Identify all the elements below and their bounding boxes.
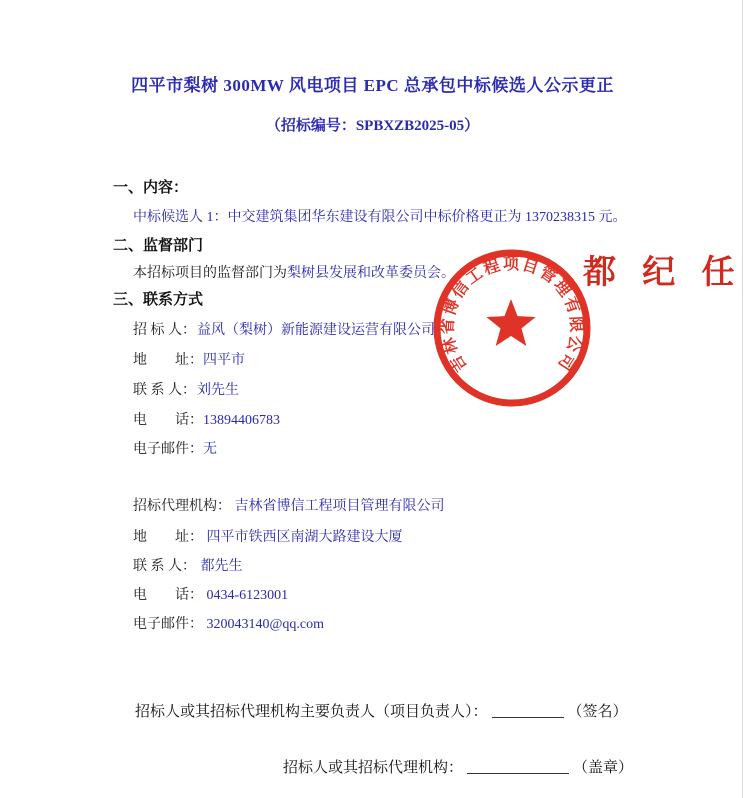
tenderer-label: 招 标 人： (133, 323, 196, 338)
company-seal (427, 243, 597, 413)
signature-line1-suffix: （签名） (567, 704, 628, 720)
tenderer-name: 益风（梨树）新能源建设运营有限公司 (197, 323, 435, 338)
signature-line-responsible (135, 700, 628, 721)
signature-line1-label: 招标人或其招标代理机构主要负责人（项目负责人）： (135, 704, 488, 720)
section-heading-content: 一、内容： (113, 180, 189, 196)
tenderer-phone: 13894406783 (203, 413, 280, 428)
signature-line-agency (283, 756, 633, 777)
winning-candidate-line: 中标候选人 1：中交建筑集团华东建设有限公司中标价格更正为 1370238315 元。 (133, 210, 627, 225)
agency-row (133, 495, 445, 515)
handwritten-signer-name: 都 纪 任 (583, 255, 744, 291)
agency-label: 招标代理机构： (133, 499, 231, 514)
agency-name: 吉林省博信工程项目管理有限公司 (234, 499, 445, 514)
contact-person-label: 联 系 人： (133, 559, 196, 574)
supervision-line (133, 262, 455, 282)
agency-row (133, 613, 324, 633)
phone-label: 电 话： (133, 413, 203, 428)
agency-phone: 0434-6123001 (206, 588, 289, 603)
tenderer-row (133, 409, 280, 429)
signature-line2-label: 招标人或其招标代理机构： (283, 760, 464, 776)
tenderer-row (133, 319, 435, 339)
tender-number: （招标编号：SPBXZB2025-05） (265, 118, 480, 134)
email-label: 电子邮件： (133, 617, 203, 632)
seal-graphic (427, 243, 597, 413)
tenderer-row (133, 379, 239, 399)
supervision-department: 梨树县发展和改革委员会。 (287, 266, 455, 281)
tenderer-row (133, 349, 245, 369)
section-heading-supervision: 二、监督部门 (113, 238, 204, 254)
section-heading-contact: 三、联系方式 (113, 292, 204, 308)
signature-blank (492, 703, 564, 718)
seal-blank (467, 759, 569, 774)
email-label: 电子邮件： (133, 442, 203, 457)
tenderer-email: 无 (203, 442, 217, 457)
document-title: 四平市梨树 300MW 风电项目 EPC 总承包中标候选人公示更正 (131, 76, 614, 95)
seal-star-icon (486, 299, 535, 346)
contact-person-label: 联 系 人： (133, 383, 196, 398)
address-label: 地 址： (133, 530, 203, 545)
agency-row (133, 526, 403, 546)
seal-company-text: 吉林省博信工程项目管理有限公司 (439, 255, 585, 375)
phone-label: 电 话： (133, 588, 203, 603)
tenderer-contact-person: 刘先生 (197, 383, 239, 398)
signature-line2-suffix: （盖章） (573, 760, 634, 776)
agency-row (133, 555, 243, 575)
supervision-prefix: 本招标项目的监督部门为 (133, 266, 287, 281)
agency-row (133, 584, 288, 604)
agency-email: 320043140@qq.com (206, 617, 324, 632)
tenderer-row (133, 438, 217, 458)
agency-address: 四平市铁西区南湖大路建设大厦 (206, 530, 403, 545)
address-label: 地 址： (133, 353, 203, 368)
agency-contact-person: 都先生 (200, 559, 243, 574)
tenderer-address: 四平市 (203, 353, 245, 368)
